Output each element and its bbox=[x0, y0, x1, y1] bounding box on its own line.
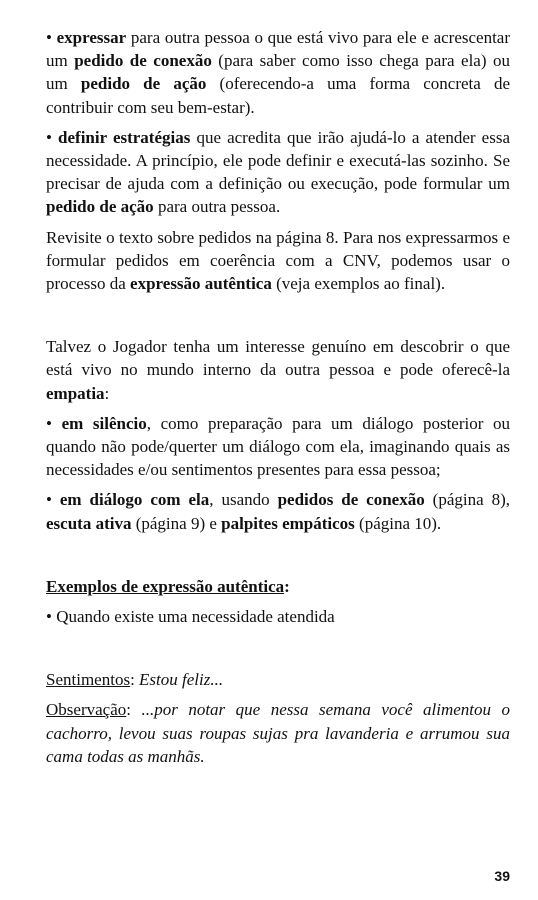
bullet-marker: • bbox=[46, 490, 60, 510]
text-run: que acredita que irão ajudá-lo a atender essa necessidade. A princípio, ele pode definir e executá-las sozinho. Se precisar de ajuda com a definição ou execução, pode formular um bbox=[46, 127, 510, 194]
bullet-paragraph bbox=[46, 488, 510, 534]
text-paragraph bbox=[46, 335, 510, 405]
text-run: Talvez o Jogador tenha um interesse genuíno em descobrir o que está vivo no mundo interno da outra pessoa e pode oferecê-la bbox=[46, 337, 510, 380]
bullet-paragraph bbox=[46, 605, 510, 628]
text-run: pedido de conexão bbox=[74, 51, 212, 71]
text-run: : bbox=[130, 670, 140, 690]
text-run: (oferecendo-a uma forma concreta de contribuir com seu bem-estar). bbox=[46, 74, 511, 117]
text-run: Quando existe uma necessidade atendida bbox=[56, 607, 335, 627]
text-run: pedido de ação bbox=[80, 74, 207, 94]
text-run: para outra pessoa. bbox=[153, 197, 281, 217]
text-run: Revisite o texto sobre pedidos na página 8. Para nos expressarmos e formular pedidos em coerência com a CNV, podemos usar o processo da bbox=[46, 227, 510, 294]
page-body bbox=[46, 26, 510, 768]
bullet-paragraph bbox=[46, 26, 510, 119]
text-run: (para saber como isso chega para ela) ou um bbox=[46, 51, 510, 94]
bullet-paragraph bbox=[46, 412, 510, 482]
text-run: Sentimentos bbox=[46, 670, 131, 690]
text-run: expressão autêntica bbox=[130, 274, 272, 294]
text-paragraph bbox=[46, 226, 510, 296]
text-run: ...por notar que nessa semana você alimentou o cachorro, levou suas roupas sujas pra lavanderia e arrumou sua cama todas as manhãs. bbox=[46, 700, 510, 766]
text-run: pedido de ação bbox=[46, 197, 154, 217]
text-run: expressar bbox=[56, 28, 127, 47]
text-run: definir estratégias bbox=[58, 127, 191, 147]
text-run: para outra pessoa o que está vivo para ele e acrescentar um bbox=[46, 28, 510, 71]
text-run: (página 8), bbox=[424, 490, 510, 510]
text-run: , usando bbox=[209, 490, 278, 510]
text-run: (página 9) e bbox=[131, 513, 222, 533]
text-run: escuta ativa bbox=[46, 513, 132, 533]
bullet-marker: • bbox=[46, 607, 57, 627]
text-run: (página 10). bbox=[354, 513, 442, 533]
bullet-paragraph bbox=[46, 126, 510, 219]
text-paragraph bbox=[46, 575, 510, 598]
text-run: Estou feliz... bbox=[139, 670, 224, 690]
text-run: empatia bbox=[46, 383, 105, 403]
text-paragraph bbox=[46, 698, 510, 768]
text-paragraph bbox=[46, 668, 510, 691]
bullet-marker: • bbox=[46, 127, 59, 147]
text-run: (veja exemplos ao final). bbox=[271, 274, 446, 294]
text-run: Exemplos de expressão autêntica bbox=[46, 576, 285, 596]
bullet-marker: • bbox=[46, 413, 62, 433]
text-run: : bbox=[104, 383, 110, 403]
bullet-marker: • bbox=[46, 28, 57, 47]
text-run: : bbox=[284, 576, 290, 596]
text-run: pedidos de conexão bbox=[277, 490, 425, 510]
page-number: 39 bbox=[494, 868, 510, 884]
text-run: em diálogo com ela bbox=[59, 490, 210, 510]
text-run: em silêncio bbox=[61, 413, 147, 433]
text-run: palpites empáticos bbox=[221, 513, 355, 533]
text-run: Observação bbox=[46, 700, 127, 720]
text-run: , como preparação para um diálogo posterior ou quando não pode/querter um diálogo com ela, imaginando quais as necessidades e/ou sentimentos presentes para essa pessoa; bbox=[46, 413, 511, 480]
text-run: : bbox=[126, 700, 142, 720]
